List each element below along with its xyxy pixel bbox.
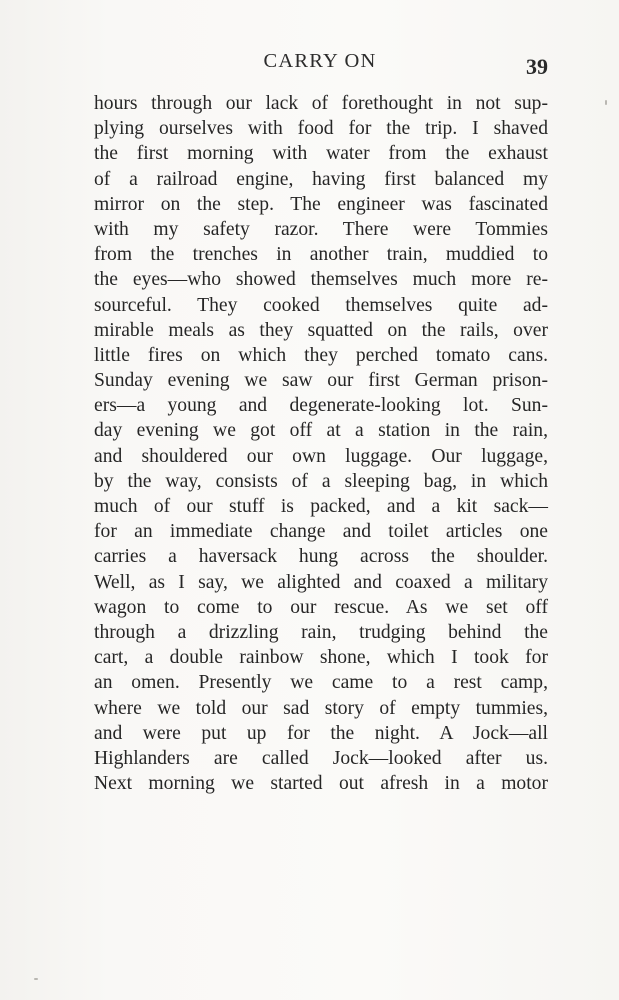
text-line: for an immediate change and toilet articles one <box>94 521 548 543</box>
text-line: an omen. Presently we came to a rest camp, <box>94 672 548 694</box>
text-line: mirable meals as they squatted on the rails, over <box>94 319 548 341</box>
body-text <box>94 91 548 796</box>
running-title: CARRY ON <box>263 50 377 72</box>
running-head <box>0 50 619 80</box>
text-line: and shouldered our own luggage. Our luggage, <box>94 445 548 467</box>
text-line: Highlanders are called Jock—looked after us. <box>94 747 548 769</box>
text-line: carries a haversack hung across the shoulder. <box>94 546 548 568</box>
text-line: much of our stuff is packed, and a kit sack— <box>94 496 548 517</box>
text-line: plying ourselves with food for the trip. I shaved <box>94 118 548 140</box>
text-line: mirror on the step. The engineer was fascinated <box>94 193 548 215</box>
text-line: by the way, consists of a sleeping bag, in which <box>94 470 548 492</box>
text-line: cart, a double rainbow shone, which I took for <box>94 647 548 669</box>
text-line: wagon to come to our rescue. As we set off <box>94 596 548 618</box>
text-line: hours through our lack of forethought in not sup- <box>94 93 548 114</box>
text-line: through a drizzling rain, trudging behind the <box>94 621 548 643</box>
paper-speck <box>34 978 38 980</box>
text-line: Sunday evening we saw our first German prison- <box>94 370 548 392</box>
text-line: Next morning we started out afresh in a motor <box>94 773 548 795</box>
text-line: ers—a young and degenerate-looking lot. Sun- <box>94 395 548 417</box>
text-line: sourceful. They cooked themselves quite ad- <box>94 294 548 316</box>
text-line: where we told our sad story of empty tummies, <box>94 697 548 719</box>
text-line: from the trenches in another train, muddied to <box>94 244 548 266</box>
page-number: 39 <box>526 54 548 79</box>
text-line: Well, as I say, we alighted and coaxed a military <box>94 571 548 593</box>
text-line: the eyes—who showed themselves much more re- <box>94 269 548 291</box>
paper-speck <box>605 100 607 105</box>
text-line: and were put up for the night. A Jock—all <box>94 722 548 744</box>
text-line: the first morning with water from the exhaust <box>94 143 548 165</box>
text-line: of a railroad engine, having first balanced my <box>94 168 548 190</box>
text-line: with my safety razor. There were Tommies <box>94 218 548 240</box>
text-line: day evening we got off at a station in the rain, <box>94 420 548 442</box>
text-line: little fires on which they perched tomato cans. <box>94 344 548 366</box>
